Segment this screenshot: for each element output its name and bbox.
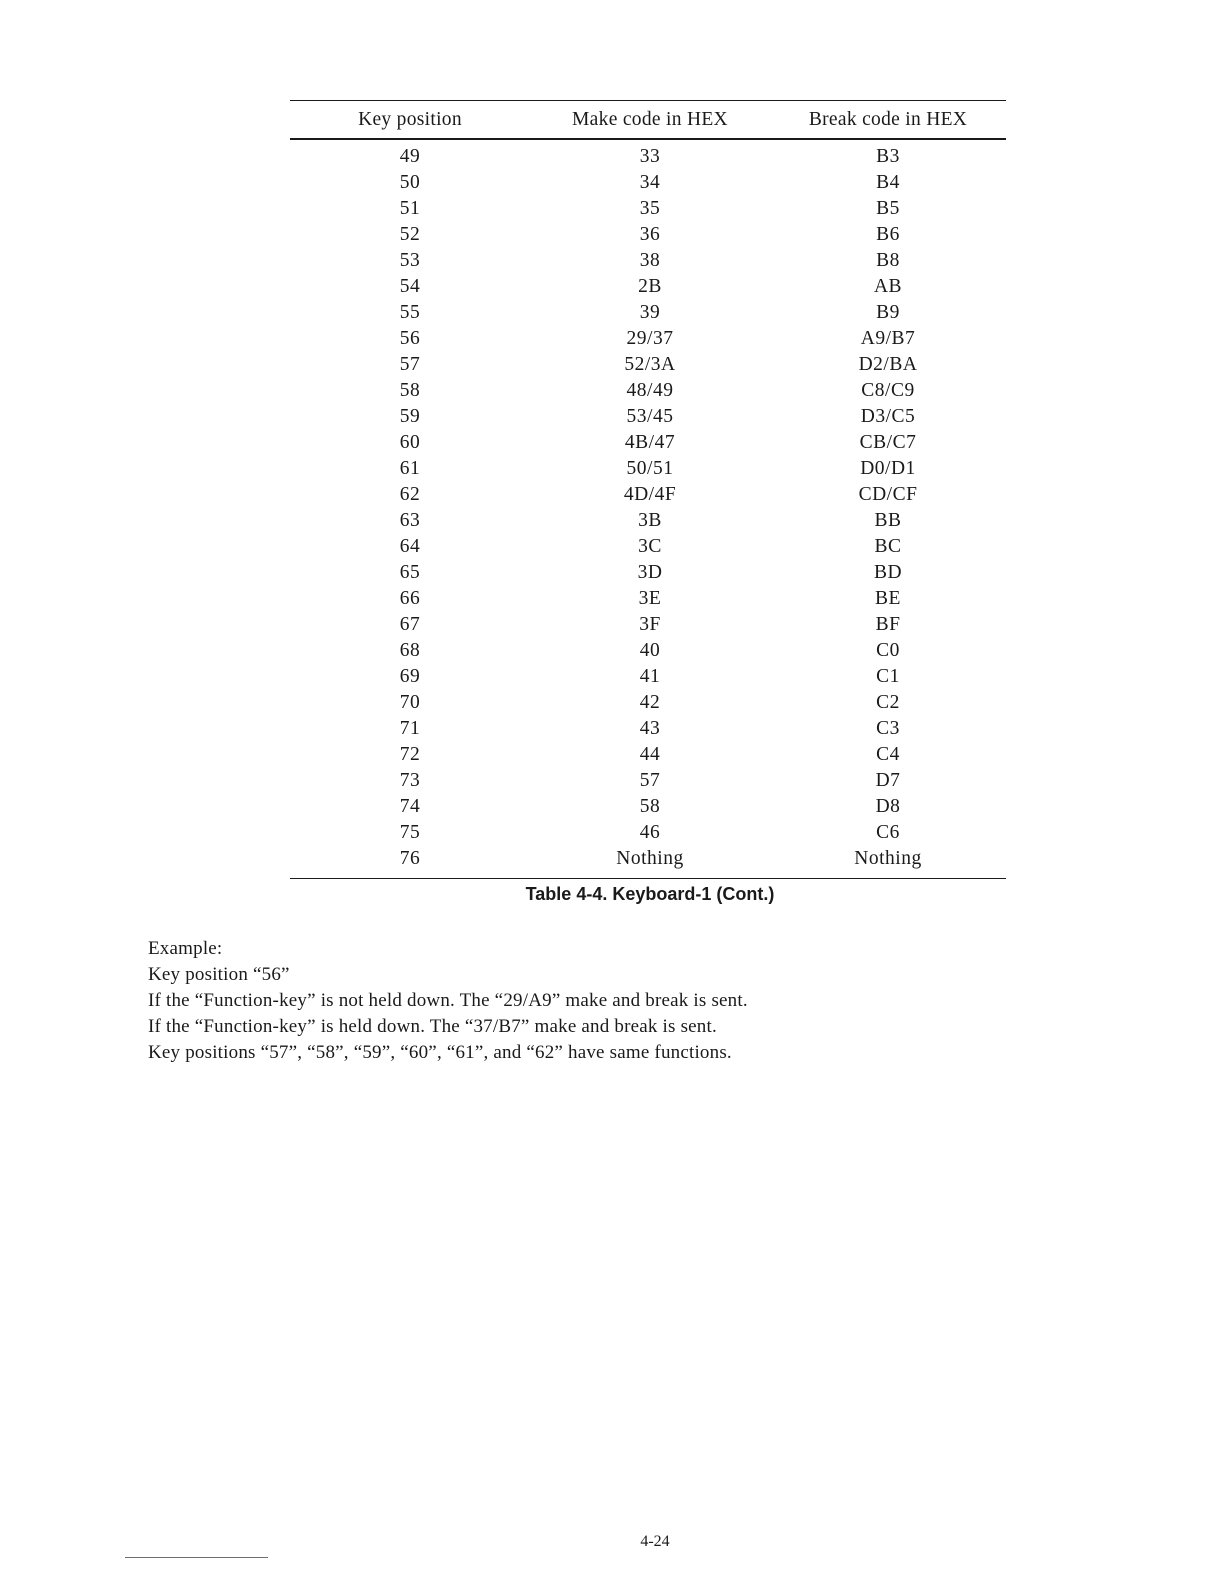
cell-make-code: 3C: [638, 536, 662, 557]
header-make-code: Make code in HEX: [572, 108, 728, 130]
cell-break-code: BD: [873, 562, 903, 583]
cell-make-code: 53/45: [626, 406, 674, 427]
example-line: If the “Function-key” is held down. The “37/B7” make and break is sent.: [148, 1016, 717, 1037]
cell-key-position: 62: [399, 484, 421, 505]
cell-break-code: C8/C9: [861, 380, 915, 401]
cell-break-code: BB: [874, 510, 902, 531]
cell-break-code: B9: [876, 302, 900, 323]
cell-break-code: C4: [876, 744, 900, 765]
cell-key-position: 72: [399, 744, 421, 765]
table-row: [290, 586, 1006, 612]
cell-key-position: 75: [399, 822, 421, 843]
table-bottom-rule: [290, 878, 1006, 879]
table-row: [290, 352, 1006, 378]
cell-break-code: D7: [875, 770, 901, 791]
cell-make-code: 35: [639, 198, 661, 219]
header-break-code: Break code in HEX: [808, 108, 968, 130]
cell-make-code: 58: [639, 796, 661, 817]
cell-make-code: 40: [639, 640, 661, 661]
cell-break-code: D0/D1: [860, 458, 916, 479]
table-row: [290, 560, 1006, 586]
cell-make-code: 36: [639, 224, 661, 245]
table-row: [290, 794, 1006, 820]
cell-make-code: 3B: [638, 510, 662, 531]
cell-break-code: D2/BA: [858, 354, 918, 375]
cell-make-code: 33: [639, 146, 661, 167]
cell-make-code: 43: [639, 718, 661, 739]
cell-key-position: 67: [399, 614, 421, 635]
cell-break-code: C6: [876, 822, 900, 843]
table-row: [290, 456, 1006, 482]
table-row: [290, 846, 1006, 872]
cell-make-code: 41: [639, 666, 661, 687]
table-row: [290, 820, 1006, 846]
cell-key-position: 49: [399, 146, 421, 167]
cell-key-position: 64: [399, 536, 421, 557]
cell-make-code: 3E: [638, 588, 662, 609]
cell-key-position: 55: [399, 302, 421, 323]
cell-break-code: B3: [876, 146, 900, 167]
cell-break-code: B4: [876, 172, 900, 193]
cell-key-position: 76: [399, 848, 421, 869]
cell-key-position: 70: [399, 692, 421, 713]
cell-break-code: CD/CF: [858, 484, 918, 505]
table-row: [290, 508, 1006, 534]
table-row: [290, 690, 1006, 716]
cell-key-position: 69: [399, 666, 421, 687]
table-row: [290, 742, 1006, 768]
table-row: [290, 222, 1006, 248]
cell-make-code: 57: [639, 770, 661, 791]
table-row: [290, 612, 1006, 638]
cell-key-position: 56: [399, 328, 421, 349]
cell-make-code: 50/51: [626, 458, 674, 479]
cell-break-code: BE: [875, 588, 901, 609]
cell-make-code: 34: [639, 172, 661, 193]
cell-key-position: 63: [399, 510, 421, 531]
cell-key-position: 71: [399, 718, 421, 739]
cell-key-position: 58: [399, 380, 421, 401]
table-row: [290, 300, 1006, 326]
table-row: [290, 170, 1006, 196]
cell-key-position: 51: [399, 198, 421, 219]
cell-key-position: 57: [399, 354, 421, 375]
cell-key-position: 65: [399, 562, 421, 583]
cell-key-position: 61: [399, 458, 421, 479]
table-row: [290, 664, 1006, 690]
cell-break-code: C2: [876, 692, 900, 713]
cell-make-code: 29/37: [626, 328, 674, 349]
table-row: [290, 638, 1006, 664]
cell-break-code: AB: [873, 276, 903, 297]
table-row: [290, 430, 1006, 456]
example-line: Key position “56”: [148, 964, 290, 985]
cell-key-position: 50: [399, 172, 421, 193]
example-line: Key positions “57”, “58”, “59”, “60”, “61”, and “62” have same functions.: [148, 1042, 732, 1063]
page-number: 4-24: [640, 1533, 670, 1550]
cell-break-code: B8: [876, 250, 900, 271]
cell-break-code: B6: [876, 224, 900, 245]
cell-key-position: 52: [399, 224, 421, 245]
cell-break-code: BC: [874, 536, 902, 557]
cell-break-code: A9/B7: [860, 328, 916, 349]
cell-key-position: 53: [399, 250, 421, 271]
cell-make-code: 4B/47: [624, 432, 676, 453]
example-line: Example:: [148, 938, 223, 959]
cell-break-code: CB/C7: [859, 432, 917, 453]
cell-make-code: 3D: [637, 562, 663, 583]
header-key-position: Key position: [358, 108, 462, 130]
cell-break-code: B5: [876, 198, 900, 219]
cell-break-code: C1: [876, 666, 900, 687]
cell-make-code: 4D/4F: [623, 484, 677, 505]
cell-make-code: 2B: [638, 276, 662, 297]
footer-rule: [125, 1557, 268, 1558]
table-row: [290, 248, 1006, 274]
keyboard-code-table: [290, 100, 1006, 879]
cell-break-code: BF: [875, 614, 901, 635]
cell-make-code: 48/49: [626, 380, 674, 401]
cell-make-code: 44: [639, 744, 661, 765]
table-row: [290, 326, 1006, 352]
cell-make-code: Nothing: [616, 848, 684, 869]
cell-break-code: D8: [875, 796, 901, 817]
cell-make-code: 42: [639, 692, 661, 713]
cell-key-position: 74: [399, 796, 421, 817]
cell-break-code: C0: [876, 640, 900, 661]
table-row: [290, 196, 1006, 222]
cell-make-code: 39: [639, 302, 661, 323]
table-row: [290, 378, 1006, 404]
example-line: If the “Function-key” is not held down. The “29/A9” make and break is sent.: [148, 990, 748, 1011]
cell-key-position: 60: [399, 432, 421, 453]
example-text: [148, 936, 1048, 1066]
cell-make-code: 52/3A: [624, 354, 676, 375]
table-body: [290, 140, 1006, 872]
cell-key-position: 54: [399, 276, 421, 297]
table-header-row: [290, 101, 1006, 140]
cell-key-position: 66: [399, 588, 421, 609]
table-row: [290, 144, 1006, 170]
cell-make-code: 38: [639, 250, 661, 271]
cell-key-position: 59: [399, 406, 421, 427]
cell-break-code: Nothing: [854, 848, 922, 869]
table-row: [290, 534, 1006, 560]
table-row: [290, 482, 1006, 508]
cell-make-code: 3F: [639, 614, 661, 635]
table-row: [290, 274, 1006, 300]
cell-key-position: 68: [399, 640, 421, 661]
table-caption: Table 4-4. Keyboard-1 (Cont.): [525, 884, 775, 904]
table-row: [290, 768, 1006, 794]
cell-make-code: 46: [639, 822, 661, 843]
cell-break-code: C3: [876, 718, 900, 739]
cell-key-position: 73: [399, 770, 421, 791]
table-row: [290, 404, 1006, 430]
table-row: [290, 716, 1006, 742]
cell-break-code: D3/C5: [860, 406, 916, 427]
